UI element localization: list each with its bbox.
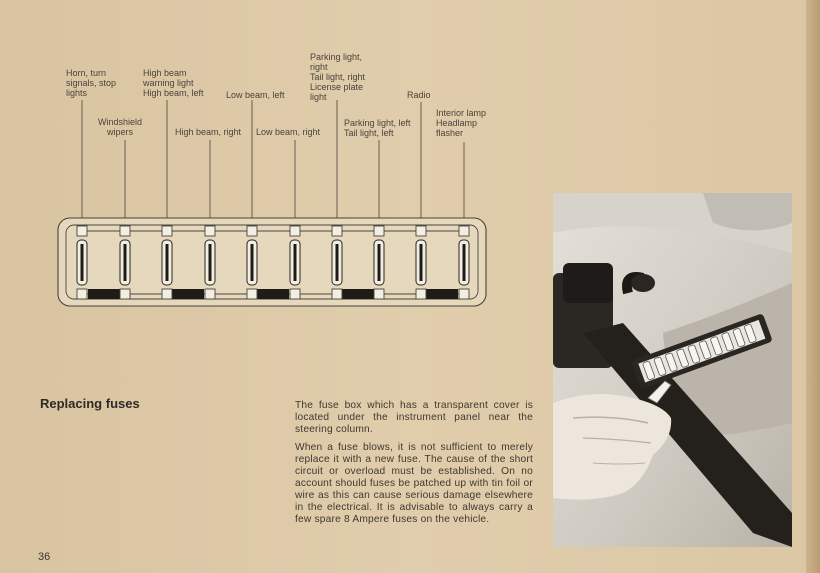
label-parking-light-left: Parking light, left Tail light, left xyxy=(344,118,411,138)
fuse-box-photo xyxy=(553,193,792,547)
fuse-9 xyxy=(416,240,426,285)
fuse-1 xyxy=(77,240,87,285)
paragraph-2: When a fuse blows, it is not sufficient to merely replace it with a new fuse. The cause of the short circuit or overload must be established. On no account should fuses be patched up with tin foil or wire as this can cause serious damage elsewhere in the electrical. It is advisable to always carry a few spare 8 Ampere fuses on the vehicle. xyxy=(295,442,533,525)
fuse-5 xyxy=(247,240,257,285)
fuse-4 xyxy=(205,240,215,285)
leader-lines xyxy=(82,100,464,218)
label-high-beam-right: High beam, right xyxy=(175,127,242,137)
label-low-beam-right: Low beam, right xyxy=(256,127,321,137)
fuse-8 xyxy=(374,240,384,285)
fuse-7 xyxy=(332,240,342,285)
fuse-2 xyxy=(120,240,130,285)
label-high-beam-warning: High beam warning light High beam, left xyxy=(143,68,204,98)
label-interior-lamp: Interior lamp Headlamp flasher xyxy=(436,108,487,138)
label-radio: Radio xyxy=(407,90,431,100)
body-text xyxy=(295,400,533,532)
fuse-3 xyxy=(162,240,172,285)
fuse-10 xyxy=(459,240,469,285)
paragraph-1: The fuse box which has a transparent cover is located under the instrument panel near the steering column. xyxy=(295,400,533,435)
label-parking-light-right: Parking light, right Tail light, right License plate light xyxy=(310,52,366,102)
section-heading: Replacing fuses xyxy=(40,396,140,411)
page-number: 36 xyxy=(38,551,51,563)
fuse-6 xyxy=(290,240,300,285)
label-windshield-wipers: Windshield wipers xyxy=(98,117,143,137)
label-horn-turn-stop: Horn, turn signals, stop lights xyxy=(66,68,117,98)
label-low-beam-left: Low beam, left xyxy=(226,90,285,100)
